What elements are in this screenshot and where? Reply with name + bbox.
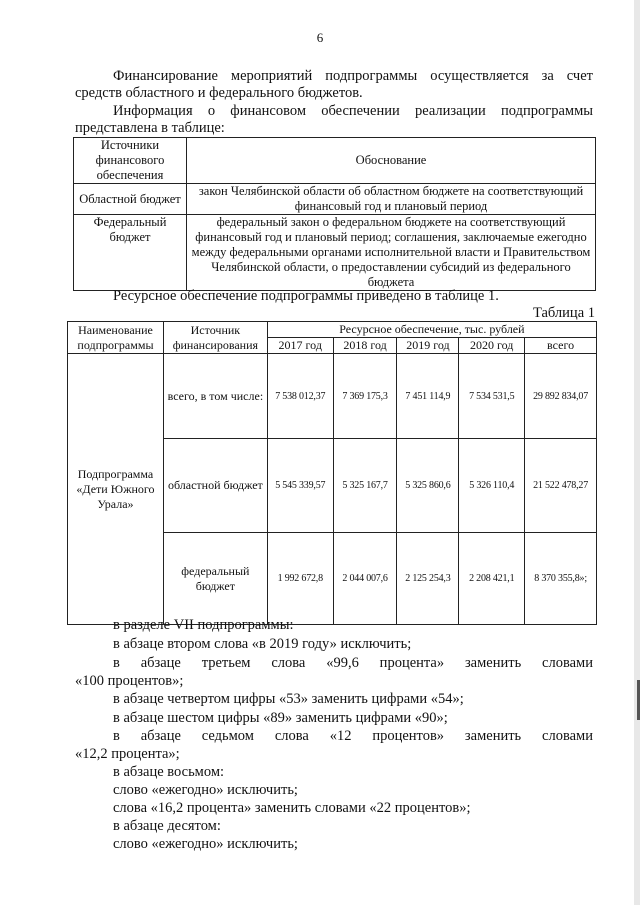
value-cell: 2 044 007,6 [333,533,397,625]
amendment-line: в абзаце третьем слова «99,6 процента» заменить словами [113,655,593,671]
header-program-name: Наименование подпрограммы [68,322,164,354]
value-cell: 5 545 339,57 [267,439,333,533]
basis-cell: федеральный закон о федеральном бюджете на соответствующий финансовый год и плановый период; соглашения, заключаемые ежегодно между федеральными органами исполнительной власти и Правительством Челябинской области, о предоставлении субсидий из федерального бюджета [187,215,596,291]
value-cell: 1 992 672,8 [267,533,333,625]
header-basis: Обоснование [187,138,596,184]
page-number: 6 [316,30,324,45]
value-cell: 7 369 175,3 [333,354,397,439]
amendment-line: в абзаце седьмом слова «12 процентов» заменить словами [113,728,593,744]
table-row [74,184,596,215]
amendment-line: в абзаце восьмом: [113,764,225,780]
value-cell: 29 892 834,07 [525,354,597,439]
amendment-line: в разделе VII подпрограммы: [113,617,294,633]
table-row [74,215,596,291]
value-cell: 7 538 012,37 [267,354,333,439]
intro-paragraph-2-line-1: Информация о финансовом обеспечении реализации подпрограммы [113,103,593,119]
table-header-row [74,138,596,184]
header-total: всего [525,338,597,354]
header-funding-source: Источник финансирования [163,322,267,354]
header-sources: Источники финансового обеспечения [74,138,187,184]
amendment-line: слова «16,2 процента» заменить словами «22 процентов»; [113,800,471,816]
value-cell: 5 325 167,7 [333,439,397,533]
table-row [68,354,597,439]
value-cell: 5 326 110,4 [459,439,525,533]
value-cell: 21 522 478,27 [525,439,597,533]
funding-sources-table [73,137,596,291]
value-cell: 2 208 421,1 [459,533,525,625]
intro-paragraph-1-line-2: средств областного и федерального бюджетов. [75,85,363,101]
amendment-line: в абзаце втором слова «в 2019 году» исключить; [113,636,412,652]
scan-edge [634,0,640,905]
resource-table [67,321,597,625]
program-name-cell: Подпрограмма «Дети Южного Урала» [68,354,164,625]
header-year: 2018 год [333,338,397,354]
source-cell: всего, в том числе: [163,354,267,439]
amendment-line: слово «ежегодно» исключить; [113,782,298,798]
value-cell: 8 370 355,8»; [525,533,597,625]
source-cell: Областной бюджет [74,184,187,215]
intro-paragraph-1-line-1: Финансирование мероприятий подпрограммы осуществляется за счет [113,68,593,84]
amendment-line: в абзаце шестом цифры «89» заменить цифрами «90»; [113,710,448,726]
value-cell: 2 125 254,3 [397,533,459,625]
table-header-row [68,322,597,338]
source-cell: областной бюджет [163,439,267,533]
header-year: 2019 год [397,338,459,354]
value-cell: 7 451 114,9 [397,354,459,439]
intro-paragraph-2-line-2: представлена в таблице: [75,120,225,136]
amendment-line: «12,2 процента»; [75,746,180,762]
header-year: 2020 год [459,338,525,354]
basis-cell: закон Челябинской области об областном бюджете на соответствующий финансовый год и плановый период [187,184,596,215]
value-cell: 7 534 531,5 [459,354,525,439]
amendment-line: в абзаце десятом: [113,818,221,834]
value-cell: 5 325 860,6 [397,439,459,533]
header-year: 2017 год [267,338,333,354]
table-caption: Таблица 1 [532,305,595,321]
amendment-line: слово «ежегодно» исключить; [113,836,298,852]
source-cell: федеральный бюджет [163,533,267,625]
amendment-line: в абзаце четвертом цифры «53» заменить цифрами «54»; [113,691,464,707]
header-resource-group: Ресурсное обеспечение, тыс. рублей [267,322,596,338]
source-cell: Федеральный бюджет [74,215,187,291]
amendment-line: «100 процентов»; [75,673,184,689]
resource-sentence: Ресурсное обеспечение подпрограммы приведено в таблице 1. [113,288,499,304]
